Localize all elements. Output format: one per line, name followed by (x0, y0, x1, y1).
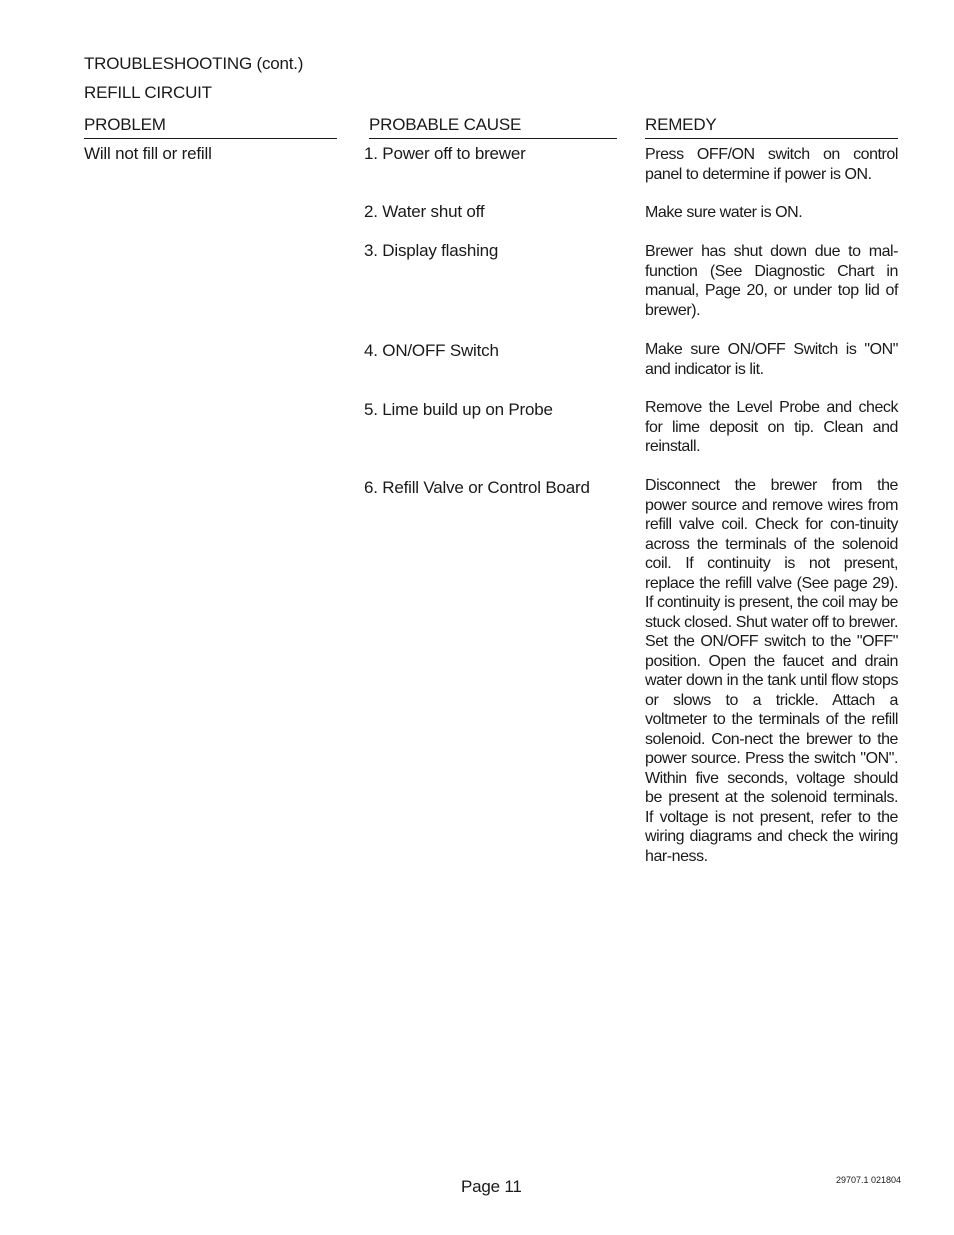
cause-item: 4. ON/OFF Switch (364, 341, 499, 360)
cause-item: 6. Refill Valve or Control Board (364, 478, 590, 497)
remedy-item: Make sure water is ON. (645, 204, 803, 221)
column-header-remedy: REMEDY (645, 115, 898, 139)
subsection-title: REFILL CIRCUIT (84, 83, 212, 102)
problem-description: Will not fill or refill (84, 144, 212, 163)
remedy-item: Make sure ON/OFF Switch is "ON" and indicator is lit. (645, 341, 898, 378)
remedy-item: Remove the Level Probe and check for lime deposit on tip. Clean and reinstall. (645, 399, 898, 455)
cause-item: 1. Power off to brewer (364, 144, 526, 163)
column-header-problem: PROBLEM (84, 115, 337, 139)
document-code: 29707.1 021804 (836, 1175, 902, 1185)
remedy-item: Press OFF/ON switch on control panel to determine if power is ON. (645, 146, 898, 183)
remedy-item: Disconnect the brewer from the power source and remove wires from refill valve coil. Check for con-tinuity across the terminals of the solenoid coil. If continuity is not present, replace the refill valve (See page 29). If continuity is present, the coil may be stuck closed. Shut water off to brewer. Set the ON/OFF switch to the "OFF" position. Open the faucet and drain water down in the tank until flow stops or slows to a trickle. Attach a voltmeter to the terminals of the refill solenoid. Con-nect the brewer to the power source. Press the switch "ON". Within five seconds, voltage should be present at the solenoid terminals. If voltage is not present, refer to the wiring diagrams and check the wiring har-ness. (645, 477, 898, 865)
column-header-cause: PROBABLE CAUSE (369, 115, 617, 139)
cause-item: 5. Lime build up on Probe (364, 400, 553, 419)
section-title: TROUBLESHOOTING (cont.) (84, 54, 304, 73)
cause-item: 3. Display flashing (364, 241, 499, 260)
page-number: Page 11 (461, 1177, 522, 1196)
cause-item: 2. Water shut off (364, 202, 485, 221)
remedy-item: Brewer has shut down due to mal-function (See Diagnostic Chart in manual, Page 20, or under top lid of brewer). (645, 243, 898, 319)
